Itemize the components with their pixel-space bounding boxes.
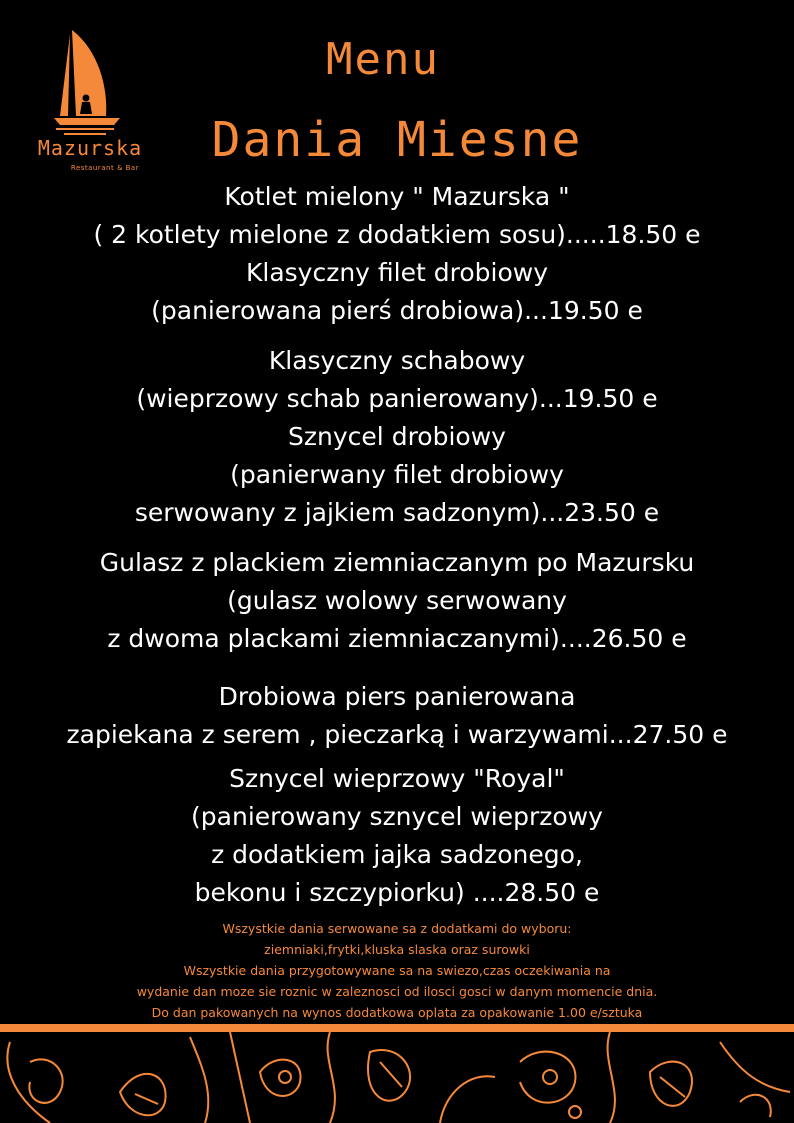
note-line: Wszystkie dania przygotowywane sa na swiezo,czas oczekiwania na — [183, 963, 611, 978]
menu-item-line: (wieprzowy schab panierowany)...19.50 e — [136, 384, 658, 413]
menu-item-line: ( 2 kotlety mielone z dodatkiem sosu).....18.50 e — [93, 220, 701, 249]
menu-notes — [0, 918, 794, 1023]
menu-list — [0, 178, 794, 912]
menu-item-line: zapiekana z serem , pieczarką i warzywami...27.50 e — [66, 720, 728, 749]
brand-name: Mazurska — [37, 136, 143, 160]
menu-item-line: (panierwany filet drobiowy — [230, 460, 564, 489]
menu-item — [0, 678, 794, 754]
menu-item-line: Sznycel wieprzowy "Royal" — [229, 764, 565, 793]
menu-item — [0, 760, 794, 912]
menu-item-line: Klasyczny schabowy — [268, 346, 526, 375]
menu-item — [0, 178, 794, 254]
brand-subtitle: Restaurant & Bar — [70, 164, 140, 172]
menu-item-line: Kotlet mielony " Mazurska " — [224, 182, 570, 211]
note-line: Wszystkie dania serwowane sa z dodatkami do wyboru: — [222, 921, 572, 936]
menu-item-line: z dodatkiem jajka sadzonego, — [211, 840, 583, 869]
menu-item-line: (panierowany sznycel wieprzowy — [191, 802, 603, 831]
note-line: Do dan pakowanych na wynos dodatkowa oplata za opakowanie 1.00 e/sztuka — [151, 1005, 643, 1020]
menu-section-title: Dania Miesne — [211, 112, 583, 168]
menu-item — [0, 342, 794, 418]
footer-divider — [0, 1024, 794, 1032]
menu-item-line: Drobiowa piers panierowana — [218, 682, 576, 711]
menu-item-line: (panierowana pierś drobiowa)...19.50 e — [151, 296, 643, 325]
note-line: ziemniaki,frytki,kluska slaska oraz surowki — [264, 942, 530, 957]
menu-item-line: Sznycel drobiowy — [288, 422, 506, 451]
menu-item — [0, 254, 794, 330]
vegetable-doodle-pattern — [0, 1032, 794, 1123]
menu-item-line: Gulasz z plackiem ziemniaczanym po Mazursku — [99, 548, 695, 577]
menu-item-line: Klasyczny filet drobiowy — [245, 258, 548, 287]
note-line: wydanie dan moze sie roznic w zaleznosci od ilosci gosci w danym momencie dnia. — [136, 984, 658, 999]
menu-item — [0, 418, 794, 532]
menu-title: Menu — [326, 34, 440, 85]
menu-item-line: (gulasz wolowy serwowany — [227, 586, 567, 615]
menu-item — [0, 544, 794, 658]
menu-item-line: z dwoma plackami ziemniaczanymi)....26.50 e — [107, 624, 687, 653]
menu-item-line: serwowany z jajkiem sadzonym)...23.50 e — [134, 498, 660, 527]
menu-item-line: bekonu i szczypiorku) ....28.50 e — [194, 878, 600, 907]
